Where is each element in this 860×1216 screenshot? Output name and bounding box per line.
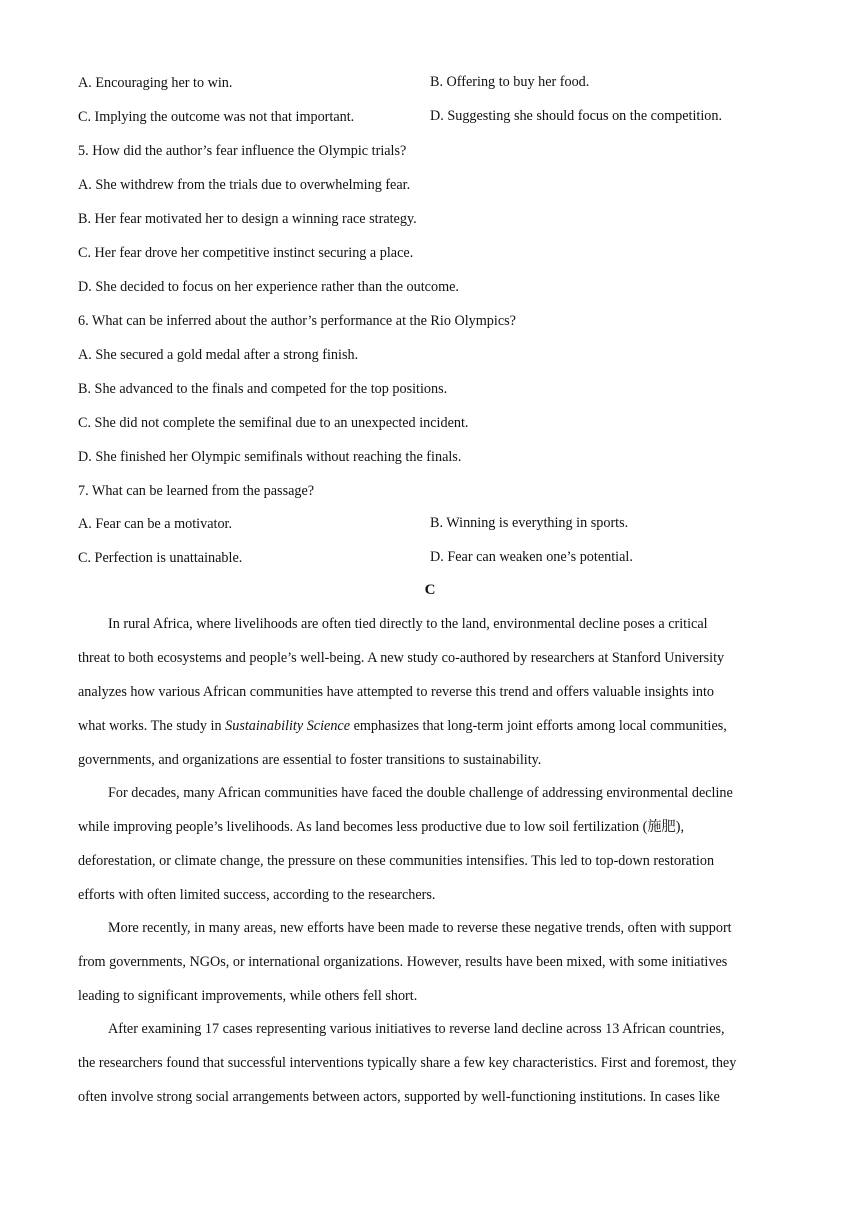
q4-option-b: B. Offering to buy her food. xyxy=(430,74,590,90)
p1-line: threat to both ecosystems and people’s well-being. A new study co-authored by researchers at Stanford University xyxy=(78,650,725,666)
p4-line: the researchers found that successful interventions typically share a few key characteristics. First and foremost, they xyxy=(78,1055,737,1071)
q4-option-a: A. Encouraging her to win. xyxy=(78,75,233,91)
q7-option-a: A. Fear can be a motivator. xyxy=(78,516,233,532)
q5-stem: 5. How did the author’s fear influence the Olympic trials? xyxy=(78,143,407,159)
q6-option-d: D. She finished her Olympic semifinals without reaching the finals. xyxy=(78,449,462,465)
p3-line: from governments, NGOs, or international organizations. However, results have been mixed, with some initiatives xyxy=(78,954,728,970)
p2-line: For decades, many African communities have faced the double challenge of addressing environmental decline xyxy=(108,785,733,801)
p1-line: In rural Africa, where livelihoods are often tied directly to the land, environmental decline poses a critical xyxy=(108,616,708,632)
passage-paragraph-2 xyxy=(78,776,784,912)
journal-title: Sustainability Science xyxy=(225,718,351,734)
p2-line: efforts with often limited success, according to the researchers. xyxy=(78,887,436,903)
q5-option-a: A. She withdrew from the trials due to overwhelming fear. xyxy=(78,177,411,193)
q6-option-a: A. She secured a gold medal after a strong finish. xyxy=(78,347,359,363)
q4-option-c: C. Implying the outcome was not that important. xyxy=(78,109,355,125)
passage-paragraph-3 xyxy=(78,911,784,1013)
q7-option-b: B. Winning is everything in sports. xyxy=(430,515,629,531)
q5-option-b: B. Her fear motivated her to design a winning race strategy. xyxy=(78,211,417,227)
p2-line: deforestation, or climate change, the pressure on these communities intensifies. This led to top-down restoration xyxy=(78,853,715,869)
p3-line: leading to significant improvements, while others fell short. xyxy=(78,988,418,1004)
p1-line: governments, and organizations are essential to foster transitions to sustainability. xyxy=(78,752,542,768)
p4-line: often involve strong social arrangements between actors, supported by well-functioning institutions. In cases like xyxy=(78,1089,720,1105)
q6-option-c: C. She did not complete the semifinal due to an unexpected incident. xyxy=(78,415,469,431)
p1-line xyxy=(78,709,784,743)
passage-paragraph-1 xyxy=(78,607,784,777)
q5-option-d: D. She decided to focus on her experience rather than the outcome. xyxy=(78,279,459,295)
q7-stem: 7. What can be learned from the passage? xyxy=(78,483,315,499)
q7-option-d: D. Fear can weaken one’s potential. xyxy=(430,549,633,565)
q6-option-b: B. She advanced to the finals and competed for the top positions. xyxy=(78,381,448,397)
q6-stem: 6. What can be inferred about the author’s performance at the Rio Olympics? xyxy=(78,313,516,329)
passage-paragraph-4 xyxy=(78,1012,784,1114)
p1-text: what works. The study in xyxy=(78,718,226,734)
section-heading: C xyxy=(424,582,436,598)
p3-line: More recently, in many areas, new efforts have been made to reverse these negative trends, often with support xyxy=(108,920,732,936)
p2-line: while improving people’s livelihoods. As land becomes less productive due to low soil fertilization (施肥), xyxy=(78,819,685,835)
p1-text: emphasizes that long-term joint efforts among local communities, xyxy=(350,718,727,734)
q5-option-c: C. Her fear drove her competitive instinct securing a place. xyxy=(78,245,414,261)
q7-option-c: C. Perfection is unattainable. xyxy=(78,550,243,566)
p1-line: analyzes how various African communities have attempted to reverse this trend and offers valuable insights into xyxy=(78,684,715,700)
p4-line: After examining 17 cases representing various initiatives to reverse land decline across 13 African countries, xyxy=(108,1021,725,1037)
q4-option-d: D. Suggesting she should focus on the competition. xyxy=(430,108,723,124)
